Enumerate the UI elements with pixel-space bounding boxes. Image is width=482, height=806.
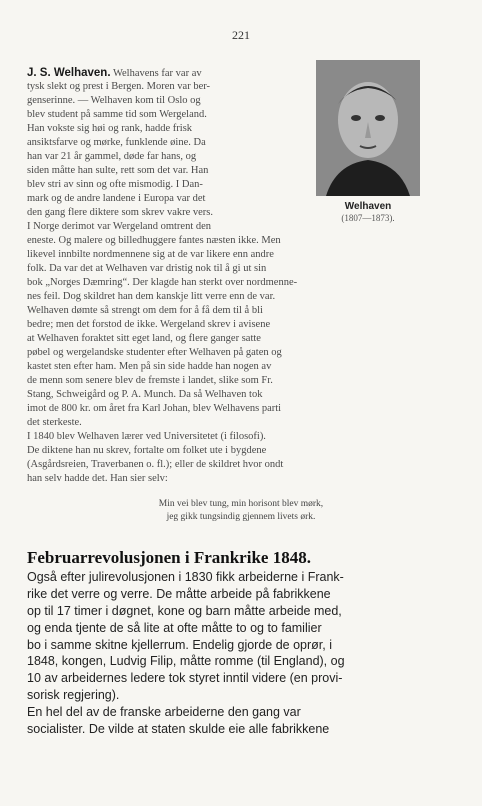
- text-line: I 1840 blev Welhaven lærer ved Universitetet (i filosofi).: [27, 431, 266, 442]
- poem-line: Min vei blev tung, min horisont blev mørk,: [158, 499, 324, 509]
- text-line: mark og de andre landene i Europa var det: [27, 193, 206, 204]
- text-line: genserinne. — Welhaven kom til Oslo og: [27, 95, 201, 106]
- text-line: socialister. De vilde at staten skulde eie alle fabrikkene: [27, 722, 330, 737]
- text-line: tysk slekt og prest i Bergen. Moren var ber-: [27, 81, 211, 92]
- text-line: (Asgårdsreien, Traverbanen o. fl.); eller de skildret hvor ondt: [27, 459, 284, 470]
- text-line: Også efter julirevolusjonen i 1830 fikk arbeiderne i Frank-: [27, 570, 344, 584]
- text-line: ansiktsfarve og mørke, funklende øine. Da: [27, 137, 206, 148]
- text-line: han selv hadde det. Han sier selv:: [27, 473, 168, 484]
- portrait-caption-name: Welhaven: [344, 201, 392, 212]
- text-line: pøbel og wergelandske studenter efter Welhaven på gaten og: [27, 347, 282, 358]
- text-line: og enda tjente de så lite at ofte måtte to og to familier: [27, 620, 322, 635]
- text-line: det sterkeste.: [27, 417, 82, 428]
- text-line: nes feil. Dog skildret han dem kanskje litt verre enn de var.: [27, 291, 276, 302]
- text-line: folk. Da var det at Welhaven var dristig nok til å gi ut sin: [27, 263, 267, 274]
- text-line: Han vokste sig høi og rank, hadde frisk: [27, 123, 193, 134]
- portrait-caption-years: (1807—1873).: [341, 213, 395, 223]
- poem-line: jeg gikk tungsindig gjennem livets ørk.: [166, 512, 316, 522]
- text-line: sorisk regjering).: [27, 688, 120, 703]
- section-heading: Februarrevolusjonen i Frankrike 1848.: [27, 548, 311, 567]
- text-line: bok „Norges Dæmring“. Der klagde han sterkt over nordmenne-: [27, 277, 298, 288]
- welhaven-poem: [0, 498, 482, 524]
- text-line: bedre; men det forstod de ikke. Wergeland skrev i avisene: [27, 319, 271, 330]
- text-line: En hel del av de franske arbeiderne den gang var: [27, 705, 301, 720]
- text-line: blev student på samme tid som Wergeland.: [27, 109, 207, 120]
- text-line: rike det verre og verre. De måtte arbeide på fabrikkene: [27, 586, 331, 601]
- text-line: kastet sten efter ham. Men på sin side hadde han nogen av: [27, 361, 272, 372]
- text-line: I Norge derimot var Wergeland omtrent den: [27, 221, 212, 232]
- page-number: 221: [232, 28, 250, 42]
- text-line: den gang flere diktere som skrev vakre vers.: [27, 207, 214, 218]
- text-line: siden måtte han sulte, rett som det var. Han: [27, 165, 209, 176]
- person-name: J. S. Welhaven.: [27, 67, 111, 79]
- text-line: 10 av arbeidernes ledere tok styret inntil videre (en provi-: [27, 671, 343, 686]
- text-line: eneste. Og malere og billedhuggere fantes næsten ikke. Men: [27, 235, 281, 246]
- text-line: op til 17 timer i døgnet, kone og barn måtte arbeide med,: [27, 603, 342, 618]
- text-line: bo i samme skitne kjellerrum. Endelig gjorde de oprør, i: [27, 637, 332, 652]
- text-line: De diktene han nu skrev, fortalte om folket ute i bygdene: [27, 445, 267, 456]
- text-line: imot de 800 kr. om året fra Karl Johan, blev Welhavens parti: [27, 403, 282, 414]
- text-line: de menn som senere blev de fremste i landet, slike som Fr.: [27, 375, 273, 386]
- text-line: likevel innbilte nordmennene sig at de var likere enn andre: [27, 249, 274, 260]
- text-line: 1848, kongen, Ludvig Filip, måtte romme (til England), og: [27, 654, 345, 669]
- text-line: han var 21 år gammel, døde far hans, og: [27, 151, 197, 162]
- welhaven-text: [27, 66, 457, 486]
- february-revolution-text: [27, 569, 457, 738]
- text-line: blev stri av sinn og ofte mismodig. I Dan-: [27, 179, 203, 190]
- text-line: Stang, Schweigård og P. A. Munch. Da så Welhaven tok: [27, 389, 263, 400]
- text-line: at Welhaven foraktet sitt eget land, og flere ganger satte: [27, 333, 261, 344]
- text-line: J. S. Welhaven. Welhavens far var av: [27, 67, 202, 79]
- text-line: Welhaven dømte så strengt om dem for å få dem til å bli: [27, 305, 263, 316]
